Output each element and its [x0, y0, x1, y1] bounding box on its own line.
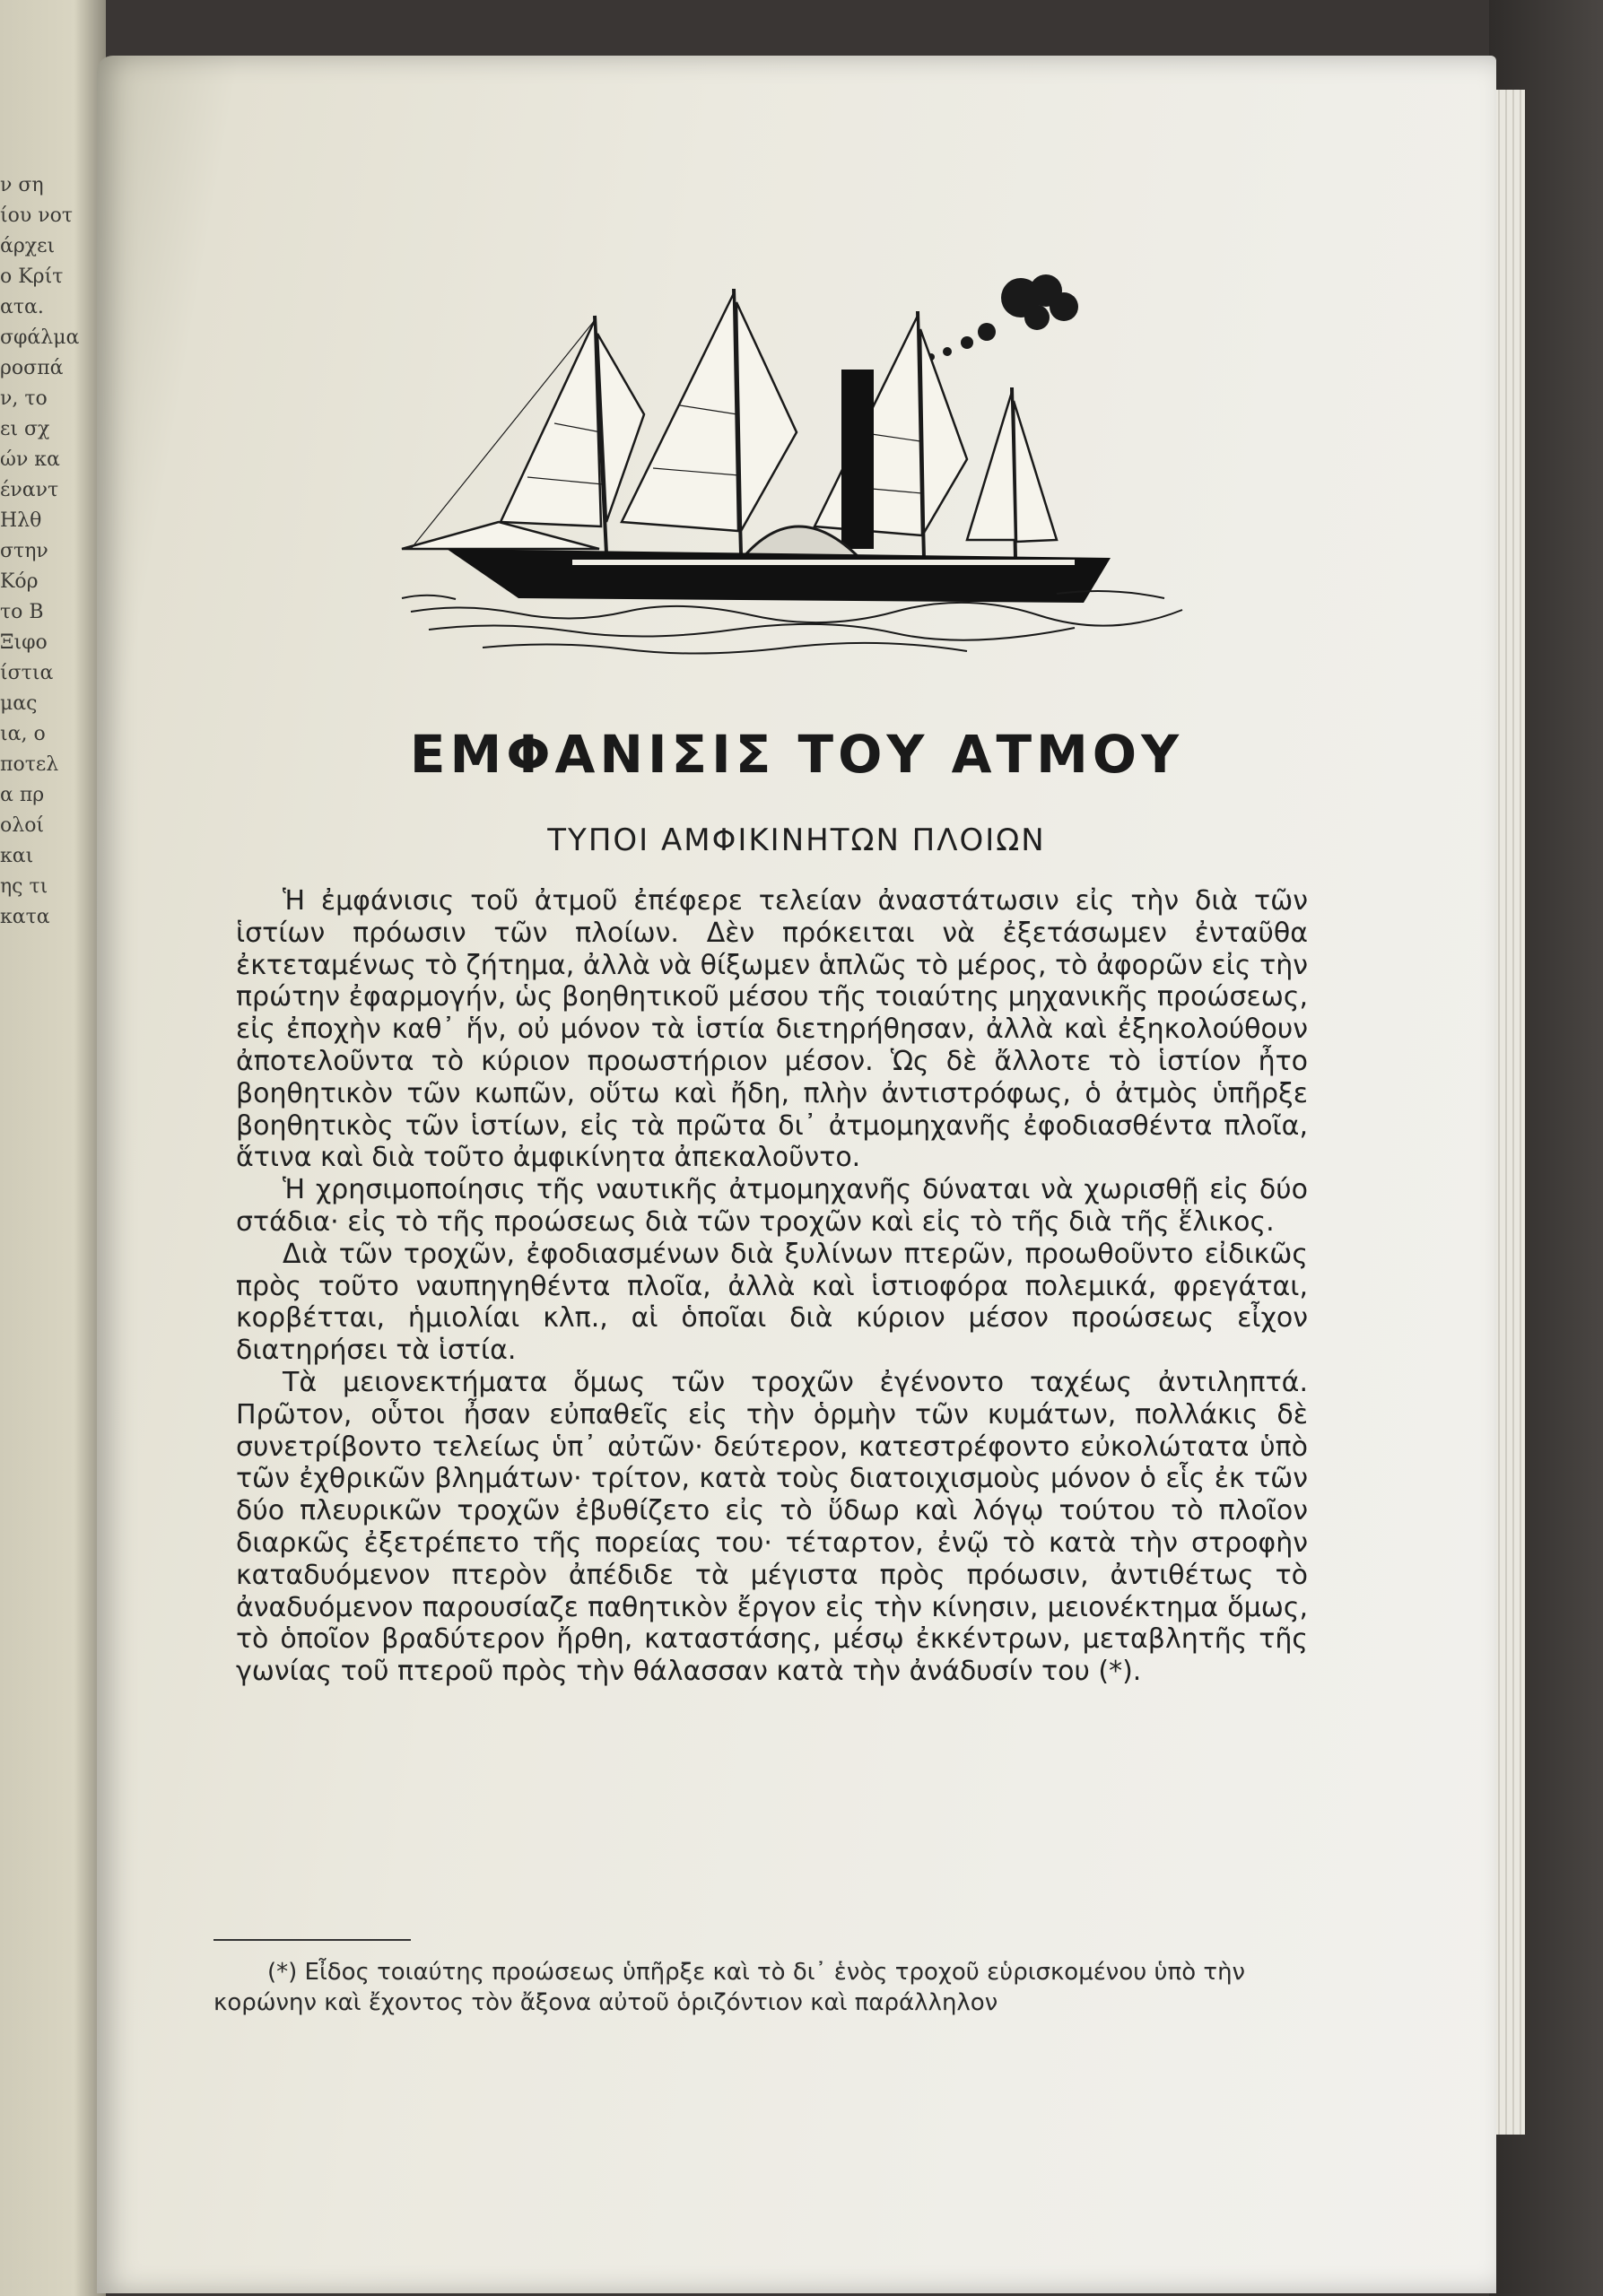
footnote-divider — [213, 1939, 411, 1941]
paragraph: Ἡ ἐμφάνισις τοῦ ἀτμοῦ ἐπέφερε τελείαν ἀναστάτωσιν εἰς τὴν διὰ τῶν ἱστίων πρόωσιν τῶν πλοίων. Δὲν πρόκειται νὰ ἐξετάσωμεν ἐνταῦθα ἐκτεταμένως τὸ ζήτημα, ἀλλὰ νὰ θίξωμεν ἁπλῶς τὸ μέρος, τὸ ἀφορῶν εἰς τὴν πρώτην ἐφαρμογήν, ὡς βοηθητικοῦ μέσου τῆς τοιαύτης μηχανικῆς προώσεως, εἰς ἐποχὴν καθ᾽ ἥν, οὐ μόνον τὰ ἱστία διετηρήθησαν, ἀλλὰ καὶ ἐξηκολούθουν ἀποτελοῦντα τὸ κύριον προωστήριον μέσον. Ὡς δὲ ἄλλοτε τὸ ἱστίον ἦτο βοηθητικὸν τῶν κωπῶν, οὕτω καὶ ἤδη, πλὴν ἀντιστρόφως, ὁ ἀτμὸς ὑπῆρξε βοηθητικὸς τῶν ἱστίων, εἰς τὰ πρῶτα δι᾽ ἀτμομηχανῆς ἐφοδιασθέντα πλοῖα, ἅτινα καὶ διὰ τοῦτο ἀμφικίνητα ἀπεκαλοῦντο. — [236, 885, 1308, 1174]
left-page-fragment: στην — [0, 540, 48, 562]
left-page-fragment: ης τι — [0, 875, 48, 898]
left-page-fragment: ν ση — [0, 174, 44, 196]
paragraph: Διὰ τῶν τροχῶν, ἐφοδιασμένων διὰ ξυλίνων πτερῶν, προωθοῦντο εἰδικῶς πρὸς τοῦτο ναυπηγηθέντα πλοῖα, ἀλλὰ καὶ ἱστιοφόρα πολεμικά, φρεγάται, κορβέτται, ἡμιολίαι κλπ., αἱ ὁποῖαι διὰ κύριον μέσον προώσεως εἶχον διατηρήσει τὰ ἱστία. — [236, 1238, 1308, 1367]
funnel-icon — [841, 370, 874, 549]
page-subtitle: ΤΥΠΟΙ ΑΜΦΙΚΙΝΗΤΩΝ ΠΛΟΙΩΝ — [547, 822, 1046, 858]
left-page-text-fragments — [0, 170, 99, 933]
smoke-icon — [928, 274, 1078, 361]
left-page-fragment: Ηλθ — [0, 509, 42, 532]
page-title: ΕΜΦΑΝΙΣΙΣ ΤΟΥ ΑΤΜΟΥ — [409, 724, 1184, 785]
left-page-fragment: α πρ — [0, 784, 45, 806]
left-page-fragment: άρχει — [0, 235, 56, 257]
body-text — [236, 885, 1308, 1688]
left-page-fragment: Κόρ — [0, 570, 39, 593]
left-page-fragment: ατα. — [0, 296, 44, 318]
paragraph: Τὰ μειονεκτήματα ὅμως τῶν τροχῶν ἐγένοντο ταχέως ἀντιληπτά. Πρῶτον, οὗτοι ἦσαν εὐπαθεῖς εἰς τὴν ὁρμὴν τῶν κυμάτων, πολλάκις δὲ συνετρίβοντο τελείως ὑπ᾽ αὐτῶν· δεύτερον, κατεστρέφοντο εὐκολώτατα ὑπὸ τῶν ἐχθρικῶν βλημάτων· τρίτον, κατὰ τοὺς διατοιχισμοὺς μόνον ὁ εἷς ἐκ τῶν δύο πλευρικῶν τροχῶν ἐβυθίζετο εἰς τὸ ὕδωρ καὶ λόγῳ τούτου τὸ πλοῖον διαρκῶς ἐξετρέπετο τῆς πορείας του· τέταρτον, ἐνῷ τὸ κατὰ τὴν στροφὴν καταδυόμενον πτερὸν ἀπέδιδε τὰ μέγιστα πρὸς πρόωσιν, ἀντιθέτως τὸ ἀναδυόμενον παρουσίαζε παθητικὸν ἔργον εἰς τὴν κίνησιν, μειονέκτημα ὅμως, τὸ ὁποῖον βραδύτερον ἤρθη, καταστάσης, μέσῳ ἐκκέντρων, μεταβλητῆς τῆς γωνίας τοῦ πτεροῦ πρὸς τὴν θάλασσαν κατὰ τὴν ἀνάδυσίν του (*). — [236, 1366, 1308, 1688]
left-page-fragment: ο Κρίτ — [0, 265, 64, 288]
left-page-fragment: ια, ο — [0, 723, 46, 745]
left-page-fragment: ίου νοτ — [0, 204, 74, 227]
left-page-fragment: ει σχ — [0, 418, 50, 440]
left-page-fragment: ποτελ — [0, 753, 59, 776]
left-page-fragment: το Β — [0, 601, 44, 623]
steamship-illustration — [393, 253, 1200, 665]
left-page-fragment: ν, το — [0, 387, 48, 410]
left-page-fragment: ών κα — [0, 448, 60, 471]
book-page — [97, 56, 1496, 2293]
left-page-fragment: ίστια — [0, 662, 54, 684]
footnote: (*) Εἶδος τοιαύτης προώσεως ὑπῆρξε καὶ τὸ δι᾽ ἑνὸς τροχοῦ εὑρισκομένου ὑπὸ τὴν κορώνην καὶ ἔχοντος τὸν ἄξονα αὐτοῦ ὁριζόντιον καὶ παράλληλον — [213, 1959, 1246, 2016]
left-page-fragment: κατα — [0, 906, 50, 928]
left-page-fragment: μας — [0, 692, 38, 715]
left-page-fragment: και — [0, 845, 34, 867]
hull-icon — [447, 549, 1111, 603]
left-page-fragment: σφάλμα — [0, 326, 80, 349]
left-page-fragment: ολοί — [0, 814, 45, 837]
paragraph: Ἡ χρησιμοποίησις τῆς ναυτικῆς ἀτμομηχανῆς δύναται νὰ χωρισθῇ εἰς δύο στάδια· εἰς τὸ τῆς προώσεως διὰ τῶν τροχῶν καὶ εἰς τὸ τῆς διὰ τῆς ἕλικος. — [236, 1174, 1308, 1238]
left-page-fragment: έναντ — [0, 479, 59, 501]
left-page-edge — [0, 0, 106, 2296]
left-page-fragment: ροσπά — [0, 357, 64, 379]
left-page-fragment: Ξιφο — [0, 631, 48, 654]
